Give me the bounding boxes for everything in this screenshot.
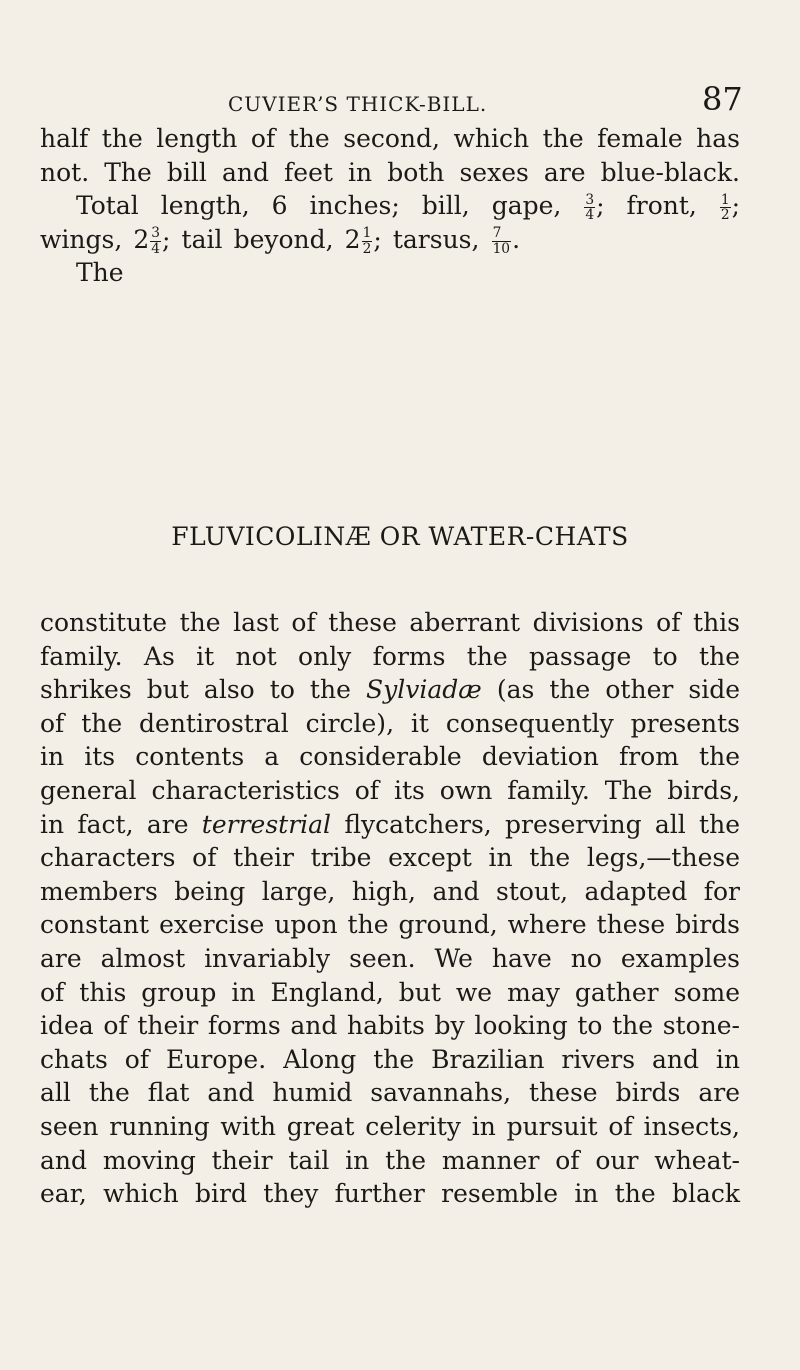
fraction: $\frac{3}{4}$ — [585, 191, 595, 223]
italic-term: terrestrial — [201, 809, 332, 839]
fraction: $\frac{1}{2}$ — [720, 191, 730, 223]
running-title: CUVIER’S THICK-BILL. — [228, 92, 488, 116]
paragraph-continued — [40, 122, 740, 290]
running-head — [0, 80, 800, 120]
text-line: idea of their forms and habits by looking to the stone- — [40, 1011, 740, 1041]
fraction: $\frac{1}{2}$ — [362, 225, 372, 257]
text-line: in its contents a considerable deviation from the — [40, 742, 740, 772]
text-line: members being large, high, and stout, adapted for — [40, 876, 740, 906]
italic-taxon: Sylviadæ — [365, 675, 482, 705]
text-line: chats of Europe. Along the Brazilian rivers and in — [40, 1044, 740, 1074]
text-line: in fact, are terrestrial flycatchers, preserving all the — [40, 809, 740, 839]
text-line: not. The bill and feet in both sexes are blue-black. — [40, 157, 740, 187]
text-line: seen running with great celerity in pursuit of insects, — [40, 1111, 740, 1141]
fraction: $\frac{7}{10}$ — [492, 225, 511, 257]
text-line: of this group in England, but we may gather some — [40, 977, 740, 1007]
page-number: 87 — [702, 80, 743, 118]
measurements-line: Total length, 6 inches; bill, gape, $\frac{3}{4}$ ; front, $\frac{1}{2}$ ; — [76, 191, 741, 223]
text-line: characters of their tribe except in the legs,—these — [40, 843, 740, 873]
measurements-line: wings, 2 $\frac{3}{4}$ ; tail beyond, 2 $\frac{1}{2}$ ; tarsus, $\frac{7}{10}$ . — [40, 224, 521, 257]
section-heading: FLUVICOLINÆ OR WATER-CHATS — [171, 522, 629, 551]
text-line: constant exercise upon the ground, where these birds — [40, 910, 740, 940]
text-line: half the length of the second, which the female has — [40, 124, 740, 153]
text-line: are almost invariably seen. We have no examples — [40, 943, 740, 973]
text-line: general characteristics of its own family. The birds, — [40, 775, 740, 805]
catchword: The — [76, 258, 124, 288]
text-line: ear, which bird they further resemble in the black — [40, 1179, 740, 1209]
text-line: and moving their tail in the manner of our wheat- — [40, 1145, 740, 1175]
paragraph-main — [40, 606, 740, 1211]
text-line: shrikes but also to the Sylviadæ (as the other side — [40, 675, 740, 705]
text-line: of the dentirostral circle), it consequently presents — [40, 708, 740, 738]
text-line: all the flat and humid savannahs, these birds are — [40, 1078, 740, 1108]
fraction: $\frac{3}{4}$ — [151, 225, 161, 257]
text-line: constitute the last of these aberrant divisions of this — [40, 608, 740, 637]
text-line: family. As it not only forms the passage to the — [40, 641, 740, 671]
